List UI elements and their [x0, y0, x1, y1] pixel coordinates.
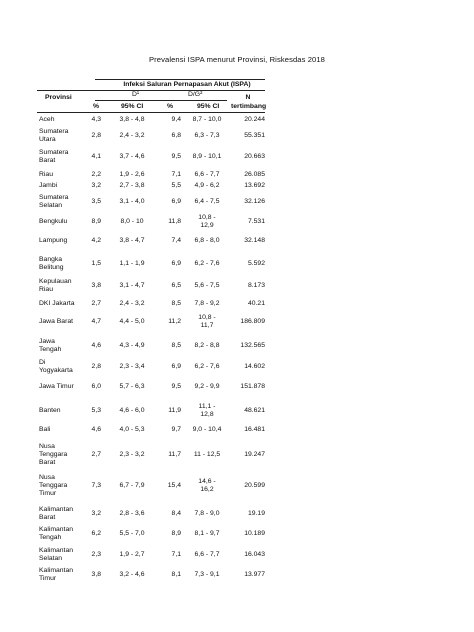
cell-n-tertimbang: 55.351 — [244, 132, 265, 139]
cell-d-ci: 3,1 - 4,0 — [119, 198, 145, 205]
cell-dg-percent: 11,9 — [168, 407, 181, 414]
cell-d-percent: 3,8 — [91, 282, 101, 289]
cell-dg-ci: 6,8 - 8,0 — [194, 237, 220, 244]
cell-dg-ci: 6,3 - 7,3 — [194, 132, 220, 139]
cell-provinsi: Kalimantan Timur — [39, 567, 74, 582]
cell-provinsi: Kepulauan Riau — [39, 278, 72, 293]
cell-provinsi: Jawa Barat — [39, 318, 74, 325]
cell-dg-ci: 10,8 - 12,9 — [198, 214, 216, 229]
cell-dg-percent: 11,2 — [168, 318, 181, 325]
cell-dg-percent: 8,9 — [171, 530, 181, 537]
cell-d-ci: 1,1 - 1,9 — [119, 260, 145, 267]
cell-provinsi: Bangka Belitung — [39, 256, 64, 271]
cell-d-ci: 2,3 - 3,2 — [119, 451, 145, 458]
cell-n-tertimbang: 186.809 — [240, 318, 265, 325]
cell-d-percent: 4,3 — [91, 116, 101, 123]
cell-dg-ci: 6,6 - 7,7 — [194, 551, 220, 558]
cell-d-percent: 4,6 — [91, 342, 101, 349]
cell-dg-percent: 5,5 — [171, 182, 181, 189]
cell-d-ci: 4,6 - 6,0 — [119, 407, 145, 414]
cell-d-ci: 8,0 - 10 — [120, 218, 144, 225]
cell-n-tertimbang: 8.173 — [247, 282, 265, 289]
cell-d-percent: 4,6 — [91, 426, 101, 433]
cell-d-ci: 2,7 - 3,8 — [119, 182, 145, 189]
cell-d-percent: 4,7 — [91, 318, 101, 325]
cell-d-ci: 2,8 - 3,6 — [119, 510, 145, 517]
cell-dg-ci: 10,8 - 11,7 — [198, 314, 216, 329]
cell-dg-ci: 7,8 - 9,0 — [194, 510, 220, 517]
header-dg: D/G² — [188, 91, 203, 98]
cell-provinsi: Aceh — [39, 116, 55, 123]
cell-d-ci: 4,4 - 5,0 — [119, 318, 145, 325]
cell-n-tertimbang: 132.565 — [240, 342, 265, 349]
cell-n-tertimbang: 14.602 — [244, 363, 265, 370]
cell-d-percent: 3,5 — [91, 198, 101, 205]
cell-dg-ci: 8,9 - 10,1 — [192, 153, 222, 160]
cell-d-ci: 5,5 - 7,0 — [119, 530, 145, 537]
cell-d-percent: 6,0 — [91, 383, 101, 390]
header-top-rule — [95, 79, 265, 80]
cell-d-ci: 4,0 - 5,3 — [119, 426, 145, 433]
cell-dg-ci: 7,8 - 9,2 — [194, 300, 220, 307]
cell-d-ci: 2,4 - 3,2 — [119, 132, 145, 139]
cell-dg-percent: 11,8 — [168, 218, 181, 225]
cell-dg-percent: 6,9 — [171, 363, 181, 370]
cell-dg-percent: 8,1 — [171, 571, 181, 578]
cell-dg-ci: 6,2 - 7,6 — [194, 260, 220, 267]
cell-provinsi: Sumatera Barat — [39, 149, 69, 164]
cell-dg-ci: 6,6 - 7,7 — [194, 171, 220, 178]
cell-n-tertimbang: 7.531 — [247, 218, 265, 225]
cell-n-tertimbang: 40.21 — [247, 300, 265, 307]
cell-d-percent: 2,8 — [91, 363, 101, 370]
cell-d-percent: 2,8 — [91, 132, 101, 139]
cell-dg-ci: 11,1 - 12,8 — [198, 403, 216, 418]
cell-d-percent: 4,2 — [91, 237, 101, 244]
cell-n-tertimbang: 20.244 — [244, 116, 265, 123]
cell-n-tertimbang: 13.692 — [244, 182, 265, 189]
cell-d-percent: 1,5 — [91, 260, 101, 267]
cell-d-ci: 3,8 - 4,8 — [119, 116, 145, 123]
cell-n-tertimbang: 19.247 — [244, 451, 265, 458]
cell-provinsi: Jambi — [39, 182, 58, 189]
cell-dg-ci: 8,1 - 9,7 — [194, 530, 220, 537]
cell-d-percent: 2,3 — [91, 551, 101, 558]
header-rule-3 — [37, 112, 265, 113]
cell-provinsi: Kalimantan Selatan — [39, 547, 74, 562]
cell-dg-ci: 4,9 - 6,2 — [194, 182, 220, 189]
header-pct-2: % — [167, 103, 174, 110]
cell-provinsi: Nusa Tenggara Barat — [39, 443, 68, 466]
header-provinsi: Provinsi — [45, 94, 72, 101]
cell-dg-ci: 9,0 - 10,4 — [192, 426, 222, 433]
cell-dg-percent: 8,5 — [171, 342, 181, 349]
cell-d-ci: 3,1 - 4,7 — [119, 282, 145, 289]
cell-n-tertimbang: 151.878 — [240, 383, 265, 390]
cell-d-percent: 2,7 — [91, 451, 101, 458]
header-d: D¹ — [132, 91, 140, 98]
header-rule-2 — [95, 100, 227, 101]
cell-d-percent: 3,8 — [91, 571, 101, 578]
cell-d-percent: 6,2 — [91, 530, 101, 537]
cell-dg-percent: 9,7 — [171, 426, 181, 433]
cell-dg-percent: 8,5 — [171, 300, 181, 307]
cell-dg-percent: 7,1 — [171, 551, 181, 558]
cell-n-tertimbang: 5.592 — [247, 260, 265, 267]
cell-d-percent: 4,1 — [91, 153, 101, 160]
cell-dg-percent: 6,5 — [171, 282, 181, 289]
cell-provinsi: Nusa Tenggara Timur — [39, 474, 68, 497]
header-ci: 95% CI — [121, 103, 144, 110]
cell-d-percent: 7,3 — [91, 482, 101, 489]
cell-provinsi: Di Yogyakarta — [39, 359, 73, 374]
cell-provinsi: Riau — [39, 171, 53, 178]
cell-d-ci: 2,3 - 3,4 — [119, 363, 145, 370]
cell-provinsi: Sumatera Selatan — [39, 194, 69, 209]
header-rule-1 — [37, 90, 265, 91]
cell-n-tertimbang: 48.621 — [244, 407, 265, 414]
cell-dg-ci: 14,6 - 16,2 — [198, 478, 216, 493]
cell-d-percent: 3,2 — [91, 510, 101, 517]
cell-n-tertimbang: 26.085 — [244, 171, 265, 178]
cell-provinsi: Sumatera Utara — [39, 128, 69, 143]
cell-d-ci: 5,7 - 6,3 — [119, 383, 145, 390]
cell-d-ci: 2,4 - 3,2 — [119, 300, 145, 307]
cell-d-ci: 6,7 - 7,9 — [119, 482, 145, 489]
cell-provinsi: Kalimantan Tengah — [39, 526, 74, 541]
cell-d-ci: 3,8 - 4,7 — [119, 237, 145, 244]
cell-dg-percent: 6,9 — [171, 260, 181, 267]
cell-provinsi: Jawa Tengah — [39, 338, 62, 353]
cell-d-ci: 1,9 - 2,6 — [119, 171, 145, 178]
cell-d-percent: 2,7 — [91, 300, 101, 307]
cell-n-tertimbang: 16.043 — [244, 551, 265, 558]
cell-dg-ci: 8,2 - 8,8 — [194, 342, 220, 349]
cell-provinsi: Lampung — [39, 237, 68, 244]
cell-d-percent: 5,3 — [91, 407, 101, 414]
cell-d-ci: 3,2 - 4,6 — [119, 571, 145, 578]
header-ci-2: 95% CI — [197, 103, 220, 110]
cell-dg-ci: 5,6 - 7,5 — [194, 282, 220, 289]
cell-n-tertimbang: 32.148 — [244, 237, 265, 244]
cell-dg-ci: 9,2 - 9,9 — [194, 383, 220, 390]
cell-dg-percent: 9,5 — [171, 153, 181, 160]
cell-d-percent: 8,9 — [91, 218, 101, 225]
cell-dg-ci: 11 - 12,5 — [193, 451, 221, 458]
page-title: Prevalensi ISPA menurut Provinsi, Riskesdas 2018 — [148, 55, 326, 64]
header-n-tertimbang: N tertimbang — [231, 94, 267, 110]
cell-d-ci: 1,9 - 2,7 — [119, 551, 145, 558]
header-pct: % — [93, 103, 100, 110]
cell-dg-percent: 11,7 — [168, 451, 181, 458]
cell-dg-ci: 6,2 - 7,6 — [194, 363, 220, 370]
cell-provinsi: Kalimantan Barat — [39, 506, 74, 521]
cell-n-tertimbang: 19.19 — [247, 510, 265, 517]
header-group-label: Infeksi Saluran Pernapasan Akut (ISPA) — [123, 81, 251, 88]
cell-d-ci: 4,3 - 4,9 — [119, 342, 145, 349]
cell-provinsi: Bali — [39, 426, 51, 433]
cell-dg-percent: 6,9 — [171, 198, 181, 205]
cell-dg-percent: 15,4 — [167, 482, 181, 489]
cell-n-tertimbang: 16.481 — [244, 426, 265, 433]
cell-n-tertimbang: 20.599 — [244, 482, 265, 489]
cell-dg-percent: 6,8 — [171, 132, 181, 139]
cell-provinsi: Jawa Timur — [39, 383, 74, 390]
cell-provinsi: Banten — [39, 407, 61, 414]
cell-d-percent: 2,2 — [91, 171, 101, 178]
cell-dg-percent: 9,4 — [171, 116, 181, 123]
cell-d-percent: 3,2 — [91, 182, 101, 189]
cell-provinsi: DKI Jakarta — [39, 300, 75, 307]
cell-dg-ci: 6,4 - 7,5 — [194, 198, 220, 205]
cell-dg-percent: 9,5 — [171, 383, 181, 390]
cell-dg-ci: 7,3 - 9,1 — [194, 571, 220, 578]
cell-d-ci: 3,7 - 4,6 — [119, 153, 145, 160]
cell-n-tertimbang: 20.663 — [244, 153, 265, 160]
cell-dg-percent: 8,4 — [171, 510, 181, 517]
cell-n-tertimbang: 32.126 — [244, 198, 265, 205]
cell-n-tertimbang: 13.977 — [244, 571, 265, 578]
cell-provinsi: Bengkulu — [39, 218, 68, 225]
cell-n-tertimbang: 10.189 — [244, 530, 265, 537]
cell-dg-percent: 7,4 — [171, 237, 181, 244]
cell-dg-ci: 8,7 - 10,0 — [192, 116, 222, 123]
cell-dg-percent: 7,1 — [171, 171, 181, 178]
